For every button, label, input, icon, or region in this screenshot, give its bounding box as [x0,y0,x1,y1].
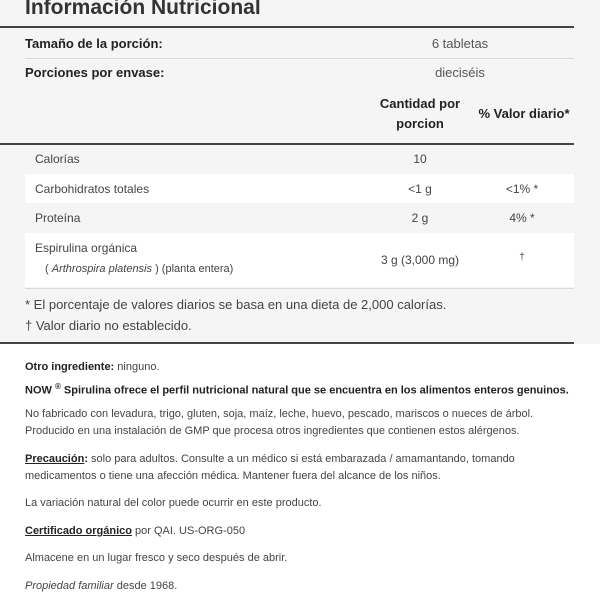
column-header-amount: Cantidad por porcion [379,96,461,131]
row-dv: <1% * [505,182,539,196]
other-ingredients-label: Otro ingrediente: [25,361,115,373]
section-divider [0,342,574,344]
column-header-dv: % Valor diario* [478,106,570,121]
table-row [25,233,574,287]
allergen-statement: No fabricado con levadura, trigo, gluten, soja, maíz, leche, huevo, pescado, mariscos o nueces de árbol. Producido en una instalación de GMP que procesa otros ingredientes que contienen estos alérgenos. [25,408,534,437]
now-statement [25,378,585,400]
row-amount: 10 [413,152,427,166]
caution-statement: Precaución: solo para adultos. Consulte a un médico si está embarazada / amamantando, tomando medicamentos o tiene una afección médica. Mantener fuera del alcance de los niños. [25,453,515,482]
page-title: Información Nutricional [25,0,261,19]
color-variation-note: La variación natural del color puede ocurrir en este producto. [25,497,322,509]
organic-text: por QAI. US-ORG-050 [135,525,246,537]
now-statement-text: Spirulina ofrece el perfil nutricional natural que se encuentra en los alimentos enteros genuinos. [63,384,569,397]
registered-mark: ® [54,382,61,391]
caution-text: solo para adultos. Consulte a un médico si está embarazada / amamantando, tomando medicamentos o tiene una afección médica. Mantener fuera del alcance de los niños. [25,453,515,482]
table-row [25,174,574,203]
scientific-name: Arthrospira platensis [51,263,153,275]
row-dv: 4% * [509,211,535,225]
servings-per-container-label: Porciones por envase: [25,65,165,80]
title-divider [0,26,574,28]
footnote-daily-value: * El porcentaje de valores diarios se basa en una dieta de 2,000 calorías. [25,297,447,312]
row-label: Proteína [35,211,81,225]
table-row [25,145,574,174]
divider [25,58,574,59]
row-label: Carbohidratos totales [35,182,150,196]
serving-size-label: Tamaño de la porción: [25,36,163,51]
row-amount: 2 g [411,211,429,225]
servings-per-container-value: dieciséis [435,65,485,80]
footnote-not-established: † Valor diario no establecido. [25,318,192,333]
plant-part: (planta entera) [161,263,234,275]
serving-size-value: 6 tabletas [431,36,489,51]
caution-label: Precaución [25,453,85,465]
row-amount: <1 g [408,182,432,196]
family-text: desde 1968. [116,580,178,592]
row-dv: † [519,252,525,263]
family-owned-note [25,578,585,595]
organic-certification [25,523,585,540]
row-sublabel: ( Arthrospira platensis ) (planta entera) [45,263,234,275]
family-italic: Propiedad familiar [25,580,114,592]
other-ingredients-value: ninguno. [117,361,160,373]
row-amount: 3 g (3,000 mg) [380,253,460,267]
brand-name: NOW [25,384,52,397]
storage-instructions: Almacene en un lugar fresco y seco después de abrir. [25,552,288,564]
row-label: Espirulina orgánica [35,241,138,255]
divider [25,288,574,289]
table-row [25,203,574,232]
row-label: Calorías [35,152,80,166]
organic-label: Certificado orgánico [25,525,132,537]
other-ingredients [25,359,585,376]
